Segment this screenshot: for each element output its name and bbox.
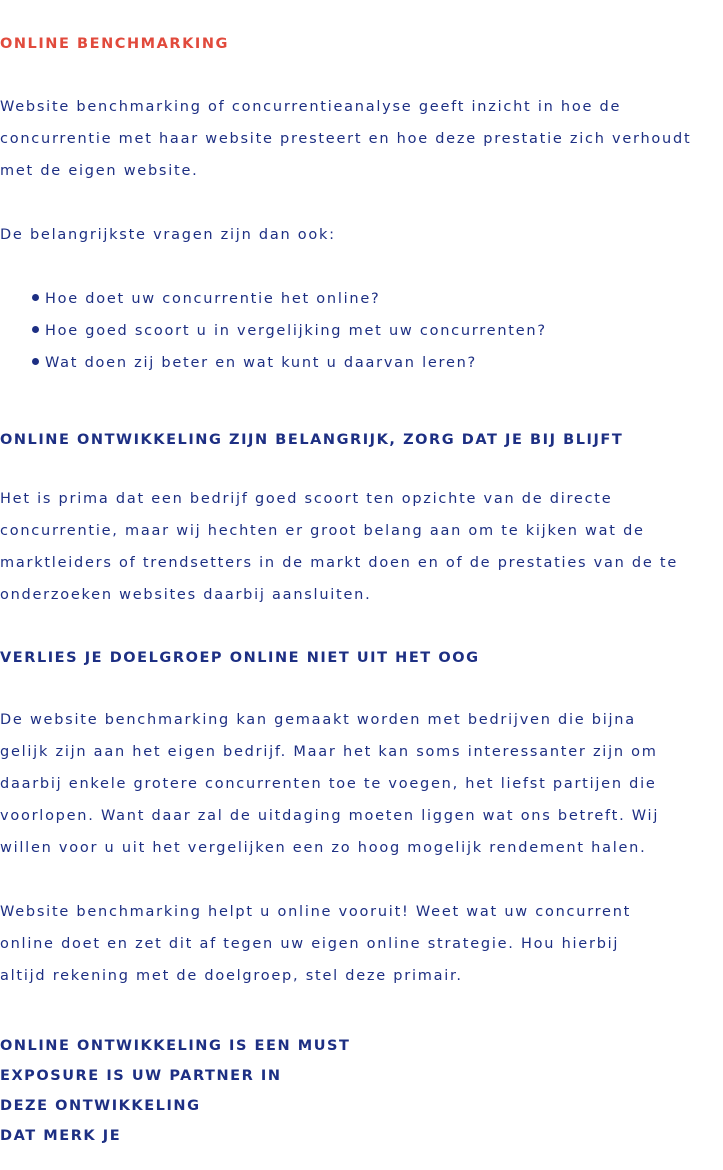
heading-online-benchmarking: ONLINE BENCHMARKING — [0, 36, 229, 52]
question-text: Wat doen zij beter en wat kunt u daarvan leren? — [45, 355, 477, 371]
closing-line-4: DAT MERK JE — [0, 1128, 122, 1144]
heading-online-ontwikkeling: ONLINE ONTWIKKELING ZIJN BELANGRIJK, ZORG DAT JE BIJ BLIJFT — [0, 432, 624, 448]
ontwikkeling-line-2: concurrentie, maar wij hechten er groot belang aan om te kijken wat de — [0, 523, 645, 539]
doelgroep-line-4: voorlopen. Want daar zal de uitdaging moeten liggen wat ons betreft. Wij — [0, 808, 660, 824]
vooruit-line-3: altijd rekening met de doelgroep, stel deze primair. — [0, 968, 463, 984]
vooruit-line-2: online doet en zet dit af tegen uw eigen online strategie. Hou hierbij — [0, 936, 620, 952]
questions-intro — [0, 219, 723, 251]
question-text: Hoe goed scoort u in vergelijking met uw concurrenten? — [45, 323, 547, 339]
vooruit-line-1: Website benchmarking helpt u online vooruit! Weet wat uw concurrent — [0, 904, 632, 920]
bullet-icon — [32, 326, 39, 333]
closing-line-2: EXPOSURE IS UW PARTNER IN — [0, 1068, 282, 1084]
ontwikkeling-paragraph — [0, 483, 723, 611]
list-item — [32, 347, 547, 379]
closing-line-1: ONLINE ONTWIKKELING IS EEN MUST — [0, 1038, 351, 1054]
intro-line-1: Website benchmarking of concurrentieanalyse geeft inzicht in hoe de — [0, 99, 622, 115]
list-item — [32, 315, 547, 347]
doelgroep-paragraph-1 — [0, 704, 723, 864]
doelgroep-paragraph-2 — [0, 896, 723, 992]
bullet-icon — [32, 294, 39, 301]
heading-verlies-doelgroep: VERLIES JE DOELGROEP ONLINE NIET UIT HET OOG — [0, 650, 480, 666]
questions-intro-text: De belangrijkste vragen zijn dan ook: — [0, 227, 336, 243]
doelgroep-line-3: daarbij enkele grotere concurrenten toe te voegen, het liefst partijen die — [0, 776, 657, 792]
questions-list — [32, 283, 547, 379]
doelgroep-line-1: De website benchmarking kan gemaakt worden met bedrijven die bijna — [0, 712, 636, 728]
doelgroep-line-2: gelijk zijn aan het eigen bedrijf. Maar het kan soms interessanter zijn om — [0, 744, 658, 760]
ontwikkeling-line-3: marktleiders of trendsetters in de markt doen en of de prestaties van de te — [0, 555, 679, 571]
list-item — [32, 283, 547, 315]
intro-line-2: concurrentie met haar website presteert en hoe deze prestatie zich verhoudt — [0, 131, 692, 147]
closing-statement — [0, 1031, 351, 1151]
doelgroep-line-5: willen voor u uit het vergelijken een zo hoog mogelijk rendement halen. — [0, 840, 647, 856]
bullet-icon — [32, 358, 39, 365]
ontwikkeling-line-4: onderzoeken websites daarbij aansluiten. — [0, 587, 372, 603]
ontwikkeling-line-1: Het is prima dat een bedrijf goed scoort ten opzichte van de directe — [0, 491, 613, 507]
question-text: Hoe doet uw concurrentie het online? — [45, 291, 381, 307]
intro-line-3: met de eigen website. — [0, 163, 199, 179]
intro-paragraph — [0, 91, 723, 187]
closing-line-3: DEZE ONTWIKKELING — [0, 1098, 201, 1114]
